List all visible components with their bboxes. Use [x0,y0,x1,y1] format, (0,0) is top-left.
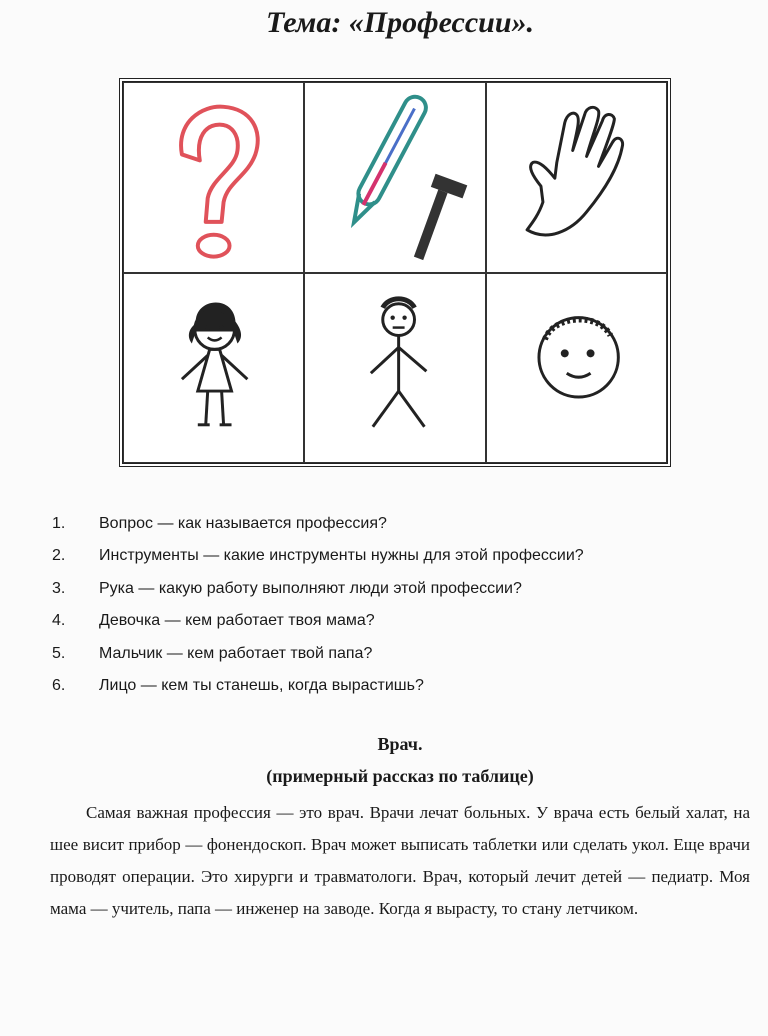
question-text: Инструменты — какие инструменты нужны для этой профессии? [99,547,584,565]
story-subtitle: (примерный рассказ по таблице) [266,766,534,786]
question-number: 5. [52,644,66,662]
question-text: Рука — какую работу выполняют люди этой профессии? [99,579,522,597]
question-number: 3. [52,579,66,597]
question-mark-icon [124,83,303,272]
page-title: Тема: «Профессии». [265,6,535,39]
list-item [52,670,584,702]
list-item [52,573,584,605]
grid-cell-girl [123,273,304,464]
grid-cell-tools [304,82,485,273]
question-number: 4. [52,612,66,630]
smiling-face-icon [487,274,666,463]
hand-icon [487,83,666,272]
list-item [52,638,584,670]
question-list [52,508,584,702]
list-item [52,605,584,637]
question-text: Девочка — кем работает твоя мама? [99,612,375,630]
question-text: Лицо — кем ты станешь, когда вырастишь? [99,676,424,694]
boy-figure-icon [305,274,484,463]
grid-cell-boy [304,273,485,464]
question-number: 6. [52,676,66,694]
question-text: Вопрос — как называется профессия? [99,515,387,532]
list-item [52,508,584,540]
picture-grid [119,78,671,467]
story-title: Врач. [377,734,423,754]
grid-cell-face [486,273,667,464]
story-text: Самая важная профессия — это врач. Врачи лечат больных. У врача есть белый халат, на шее висит прибор — фонендоскоп. Врач может выписать таблетки или сделать укол. Еще врачи проводят операции. Это хирурги и травматологи. Врач, который лечит детей — педиатр. Моя мама — учитель, папа — инженер на заводе. Когда я вырасту, то стану летчиком. [50,803,750,918]
question-text: Мальчик — кем работает твой папа? [99,644,373,662]
question-number: 1. [52,515,66,532]
list-item [52,540,584,572]
thermometer-hammer-icon [305,83,484,272]
girl-figure-icon [124,274,303,463]
grid-cell-hand [486,82,667,273]
grid-cell-question [123,82,304,273]
question-number: 2. [52,547,66,565]
